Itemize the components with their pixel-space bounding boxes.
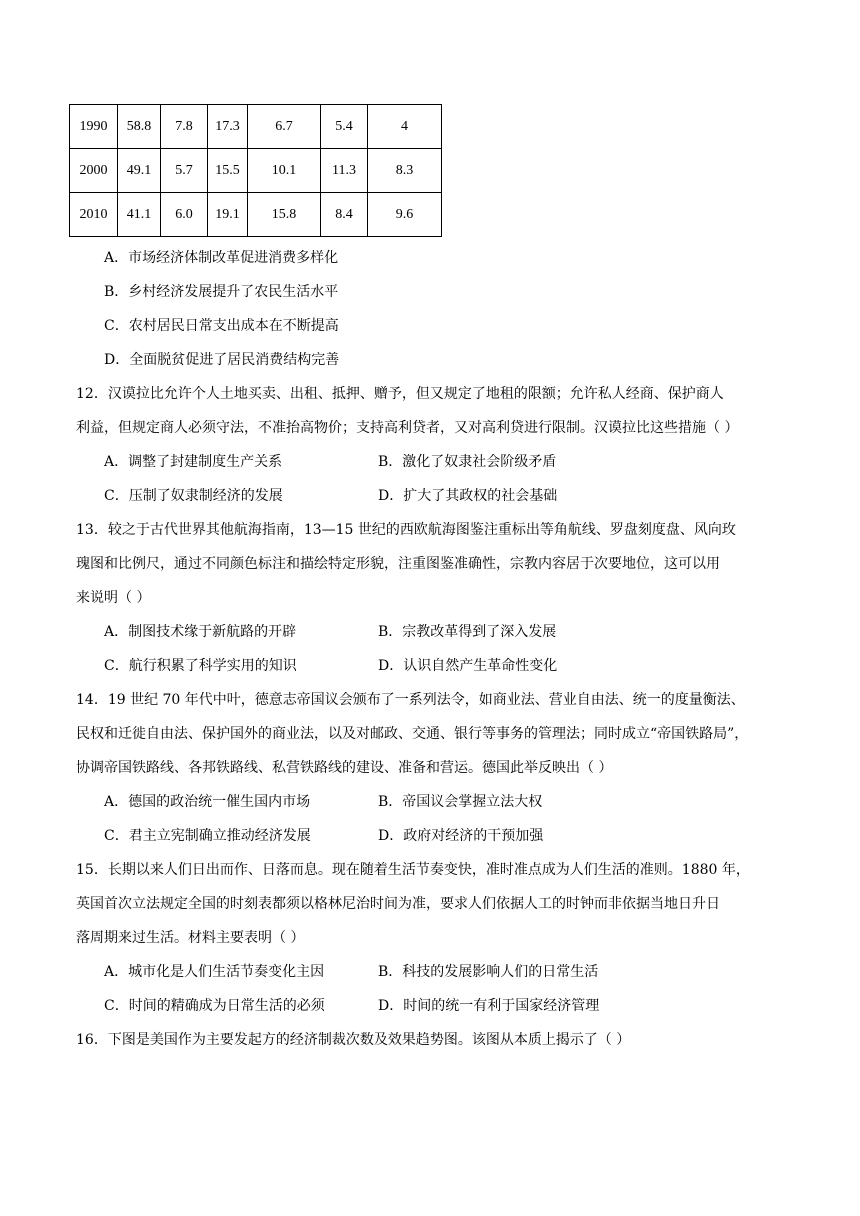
q13-stem-line-2: 瑰图和比例尺，通过不同颜色标注和描绘特定形貌，注重图鉴准确性，宗教内容居于次要地位，这可以用 <box>76 556 720 572</box>
table-cell: 6.7 <box>248 105 321 149</box>
table-cell: 58.8 <box>118 105 161 149</box>
q13-option-b: B．宗教改革得到了深入发展 <box>378 624 557 640</box>
q15-stem-line-1: 15．长期以来人们日出而作、日落而息。现在随着生活节奏变快，准时准点成为人们生活的准则。1880 年， <box>76 862 750 878</box>
q13-stem-line-3: 来说明（ ） <box>76 590 151 606</box>
q11-option-b: B．乡村经济发展提升了农民生活水平 <box>104 284 339 300</box>
q13-option-c: C．航行积累了科学实用的知识 <box>104 658 297 674</box>
q11-option-d: D．全面脱贫促进了居民消费结构完善 <box>104 352 340 368</box>
q15-option-a: A．城市化是人们生活节奏变化主因 <box>104 964 325 980</box>
q12-stem-line-2: 利益，但规定商人必须守法，不准抬高物价；支持高利贷者，又对高利贷进行限制。汉谟拉比这些措施（ ） <box>76 420 739 436</box>
table-cell: 2000 <box>70 149 118 193</box>
table-cell: 11.3 <box>321 149 368 193</box>
table-cell: 17.3 <box>208 105 248 149</box>
table-cell: 7.8 <box>161 105 208 149</box>
table-cell: 1990 <box>70 105 118 149</box>
table-cell: 41.1 <box>118 193 161 237</box>
q14-option-d: D．政府对经济的干预加强 <box>378 828 544 844</box>
table-cell: 49.1 <box>118 149 161 193</box>
q14-option-a: A．德国的政治统一催生国内市场 <box>104 794 311 810</box>
q11-option-a: A．市场经济体制改革促进消费多样化 <box>104 250 339 266</box>
q12-option-d: D．扩大了其政权的社会基础 <box>378 488 558 504</box>
q14-stem-line-3: 协调帝国铁路线、各邦铁路线、私营铁路线的建设、准备和营运。德国此举反映出（ ） <box>76 760 613 776</box>
table-row <box>70 105 442 149</box>
table-cell: 15.5 <box>208 149 248 193</box>
table-cell: 8.4 <box>321 193 368 237</box>
q13-stem-line-1: 13．较之于古代世界其他航海指南，13—15 世纪的西欧航海图鉴注重标出等角航线、罗盘刻度盘、风向玫 <box>76 522 736 538</box>
q16-stem-line-1: 16．下图是美国作为主要发起方的经济制裁次数及效果趋势图。该图从本质上揭示了（ ） <box>76 1032 631 1048</box>
table-cell: 5.7 <box>161 149 208 193</box>
table-cell: 8.3 <box>368 149 442 193</box>
table-row <box>70 193 442 237</box>
q15-option-c: C．时间的精确成为日常生活的必须 <box>104 998 325 1014</box>
consumption-table <box>69 104 442 237</box>
table-cell: 9.6 <box>368 193 442 237</box>
table-cell: 4 <box>368 105 442 149</box>
q15-stem-line-3: 落周期来过生活。材料主要表明（ ） <box>76 930 305 946</box>
table-cell: 15.8 <box>248 193 321 237</box>
q11-option-c: C．农村居民日常支出成本在不断提高 <box>104 318 339 334</box>
table-cell: 5.4 <box>321 105 368 149</box>
q13-option-d: D．认识自然产生革命性变化 <box>378 658 558 674</box>
q12-option-c: C．压制了奴隶制经济的发展 <box>104 488 283 504</box>
table-row <box>70 149 442 193</box>
table-cell: 10.1 <box>248 149 321 193</box>
q12-option-b: B．激化了奴隶社会阶级矛盾 <box>378 454 557 470</box>
q13-option-a: A．制图技术缘于新航路的开辟 <box>104 624 297 640</box>
q12-stem-line-1: 12．汉谟拉比允许个人土地买卖、出租、抵押、赠予，但又规定了地租的限额；允许私人经商、保护商人 <box>76 386 724 402</box>
q15-stem-line-2: 英国首次立法规定全国的时刻表都须以格林尼治时间为准，要求人们依据人工的时钟而非依据当地日升日 <box>76 896 720 912</box>
q14-stem-line-1: 14．19 世纪 70 年代中叶，德意志帝国议会颁布了一系列法令，如商业法、营业自由法、统一的度量衡法、 <box>76 692 745 708</box>
q14-option-b: B．帝国议会掌握立法大权 <box>378 794 543 810</box>
table-cell: 6.0 <box>161 193 208 237</box>
table-cell: 2010 <box>70 193 118 237</box>
table-cell: 19.1 <box>208 193 248 237</box>
q12-option-a: A．调整了封建制度生产关系 <box>104 454 283 470</box>
q14-stem-line-2: 民权和迁徙自由法、保护国外的商业法，以及对邮政、交通、银行等事务的管理法；同时成立“帝国铁路局”， <box>76 726 749 742</box>
q15-option-b: B．科技的发展影响人们的日常生活 <box>378 964 599 980</box>
q14-option-c: C．君主立宪制确立推动经济发展 <box>104 828 311 844</box>
q15-option-d: D．时间的统一有利于国家经济管理 <box>378 998 600 1014</box>
